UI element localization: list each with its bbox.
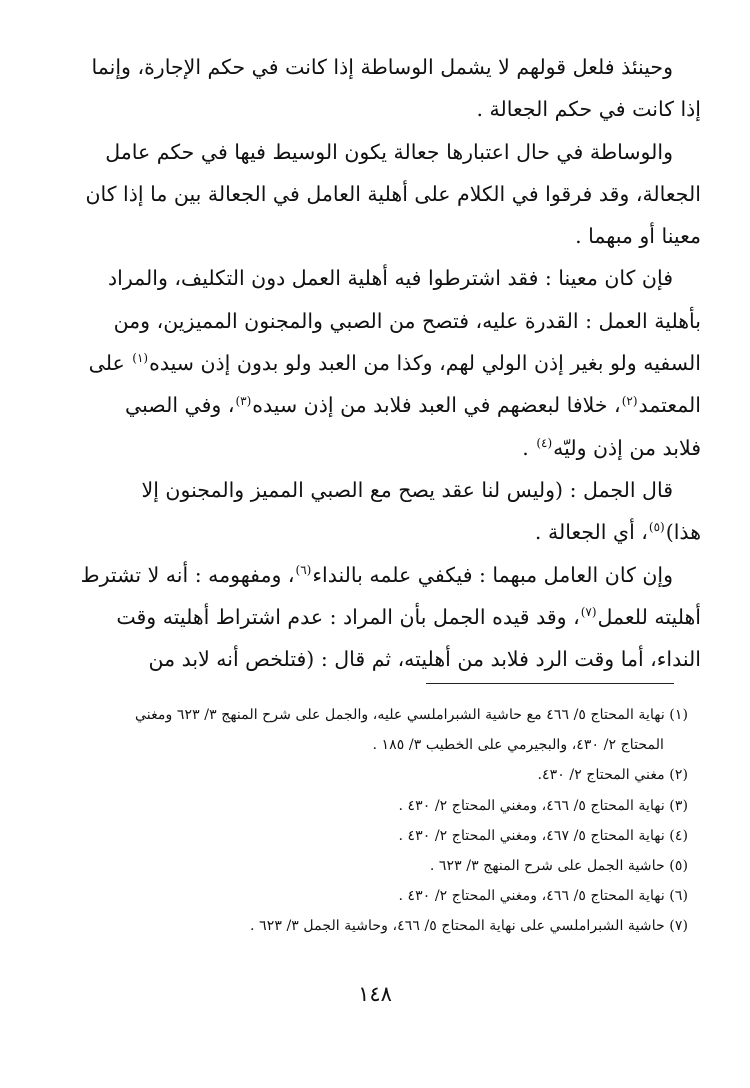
text-line: ، خلافا لبعضهم في العبد فلابد من إذن سيده (252, 393, 621, 418)
text-line: الجعالة، وقد فرقوا في الكلام على أهلية العامل في الجعالة بين ما إذا كان (85, 181, 701, 206)
page-number: ١٤٨ (358, 982, 392, 1006)
footnote-marker[interactable]: (١) (132, 351, 149, 366)
main-text (78, 46, 701, 680)
paragraph (78, 46, 701, 131)
text-line: ، ومفهومه : أنه لا تشترط (80, 562, 295, 587)
text-line: بأهلية العمل : القدرة عليه، فتصح من الصبي والمجنون المميزين، ومن (113, 308, 701, 333)
text-line: أهليته للعمل (597, 604, 701, 629)
footnote-marker[interactable]: (٢) (621, 393, 638, 408)
text-line: فإن كان معينا : فقد اشترطوا فيه أهلية العمل دون التكليف، والمراد (108, 266, 673, 291)
footnote (60, 700, 688, 760)
footnote-marker[interactable]: (٥) (648, 520, 665, 535)
footnote-marker[interactable]: (٦) (295, 562, 312, 577)
footnote: (٢) مغني المحتاج ٢/ ٤٣٠. (537, 767, 688, 784)
paragraph (78, 469, 701, 554)
text-line: النداء، أما وقت الرد فلابد من أهليته، ثم قال : (فتلخص أنه لابد من (148, 647, 701, 672)
text-line: ، وفي الصبي (125, 393, 235, 418)
text-line: السفيه ولو بغير إذن الولي لهم، وكذا من العبد ولو بدون إذن سيده (149, 351, 701, 376)
paragraph (78, 257, 701, 468)
text-line: وحينئذ فلعل قولهم لا يشمل الوساطة إذا كانت في حكم الإجارة، وإنما (91, 55, 673, 79)
footnote-marker[interactable]: (٣) (235, 393, 252, 408)
footnote: (٥) حاشية الجمل على شرح المنهج ٣/ ٦٢٣ . (429, 858, 688, 875)
footnote: (٤) نهاية المحتاج ٥/ ٤٦٧، ومغني المحتاج ٢/ ٤٣٠ . (398, 827, 688, 844)
text-line: المعتمد (638, 393, 701, 418)
paragraph (78, 554, 701, 681)
text-line: وإن كان العامل مبهما : فيكفي علمه بالنداء (312, 562, 673, 587)
footnote-marker[interactable]: (٧) (580, 605, 597, 620)
text-line: هذا) (665, 520, 701, 545)
footnote: (٣) نهاية المحتاج ٥/ ٤٦٦، ومغني المحتاج ٢/ ٤٣٠ . (398, 797, 688, 814)
text-line: ، وقد قيده الجمل بأن المراد : عدم اشتراط أهليته وقت (116, 604, 580, 629)
paragraph (78, 131, 701, 258)
footnote-marker[interactable]: (٤) (536, 435, 553, 450)
text-line: فلابد من إذن وليّه (553, 435, 701, 460)
text-line: معينا أو مبهما . (575, 224, 701, 249)
text-line: والوساطة في حال اعتبارها جعالة يكون الوسيط فيها في حكم عامل (105, 139, 673, 164)
text-line: إذا كانت في حكم الجعالة . (476, 97, 701, 122)
footnotes (60, 700, 688, 942)
footnote-divider (426, 683, 674, 684)
text-line: ، أي الجعالة . (534, 520, 648, 545)
footnote-text: المحتاج ٢/ ٤٣٠، والبجيرمي على الخطيب ٣/ ١٨٥ . (372, 737, 664, 754)
footnote-text: (١) نهاية المحتاج ٥/ ٤٦٦ مع حاشية الشبراملسي عليه، والجمل على شرح المنهج ٣/ ٦٢٣ ومغني (134, 707, 688, 723)
text-line: على (88, 351, 132, 376)
footnote: (٦) نهاية المحتاج ٥/ ٤٦٦، ومغني المحتاج ٢/ ٤٣٠ . (398, 888, 688, 905)
text-line: . (522, 435, 536, 460)
footnote: (٧) حاشية الشبراملسي على نهاية المحتاج ٥/ ٤٦٦، وحاشية الجمل ٣/ ٦٢٣ . (250, 918, 688, 935)
text-line: قال الجمل : (وليس لنا عقد يصح مع الصبي المميز والمجنون إلا (141, 477, 673, 502)
